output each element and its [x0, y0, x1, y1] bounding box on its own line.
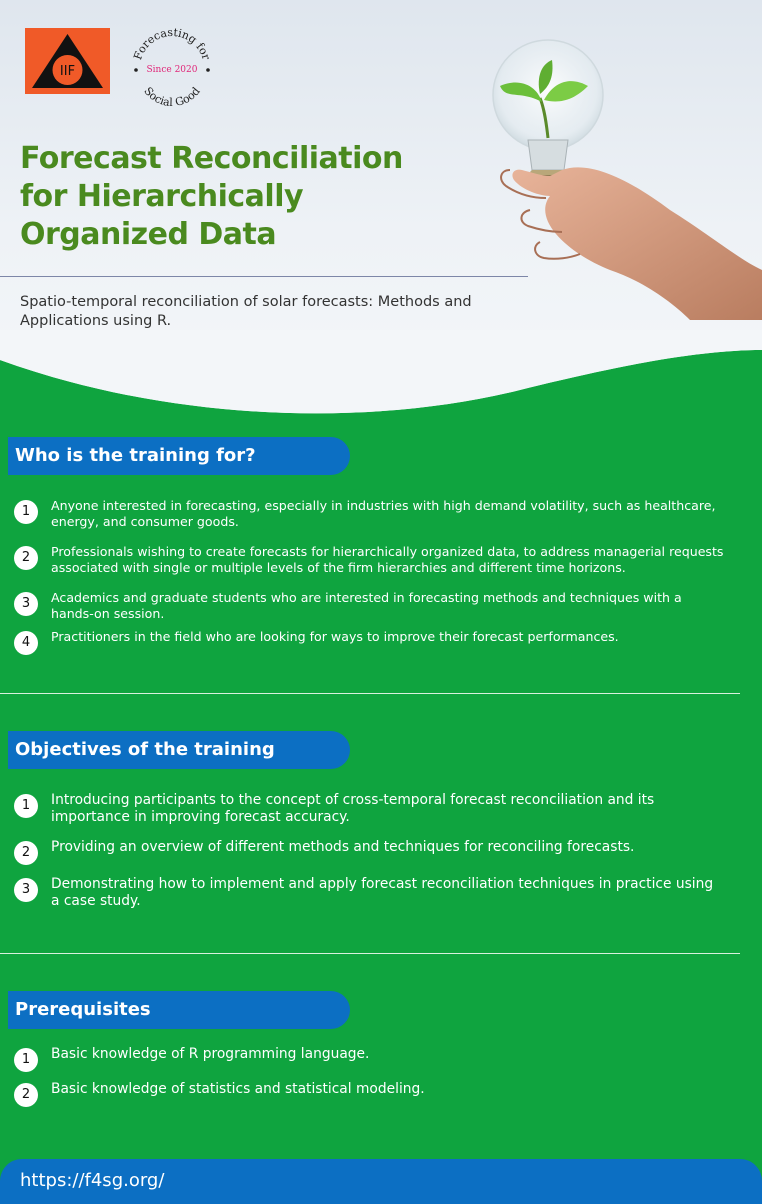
title-line-1: Forecast Reconciliation	[20, 141, 403, 176]
list-item	[14, 592, 724, 622]
list-item	[14, 878, 724, 909]
seal-since: Since 2020	[146, 65, 198, 75]
subtitle: Spatio-temporal reconciliation of solar forecasts: Methods and Applications using R.	[20, 294, 472, 329]
list-number: 1	[14, 500, 38, 524]
wave-divider	[0, 330, 762, 440]
list-number: 4	[14, 631, 38, 655]
hand-lightbulb-image	[470, 20, 762, 320]
list-item-text: Introducing participants to the concept of cross-temporal forecast reconciliation and its importance in improving forecast accuracy.	[51, 792, 655, 825]
list-item	[14, 1048, 724, 1072]
list-number: 2	[14, 1083, 38, 1107]
website-link[interactable]: https://f4sg.org/	[20, 1170, 165, 1191]
section-heading-objectives: Objectives of the training	[8, 731, 350, 769]
svg-text:Social Good: Social Good	[141, 84, 203, 110]
list-number: 2	[14, 841, 38, 865]
list-item-text: Professionals wishing to create forecasts for hierarchically organized data, to address managerial requests associated with single or multiple levels of the firm hierarchies and different time horizons.	[51, 544, 724, 575]
list-number: 3	[14, 878, 38, 902]
list-number: 2	[14, 546, 38, 570]
title-line-2: for Hierarchically	[20, 179, 304, 214]
list-item-text: Academics and graduate students who are interested in forecasting methods and techniques with a hands-on session.	[51, 590, 682, 621]
list-item-text: Demonstrating how to implement and apply forecast reconciliation techniques in practice using a case study.	[51, 876, 714, 909]
section-divider	[0, 953, 740, 954]
list-number: 3	[14, 592, 38, 616]
list-item	[14, 631, 724, 655]
footer-bar	[0, 1159, 762, 1204]
list-item-text: Practitioners in the field who are looking for ways to improve their forecast performances.	[51, 629, 619, 644]
svg-text:IIF: IIF	[59, 64, 76, 79]
list-number: 1	[14, 1048, 38, 1072]
list-item	[14, 1083, 724, 1107]
section-heading-audience: Who is the training for?	[8, 437, 350, 475]
svg-text:Forecasting for: Forecasting for	[131, 25, 213, 62]
title-line-3: Organized Data	[20, 217, 277, 252]
page-title	[20, 140, 460, 254]
section-heading-prerequisites: Prerequisites	[8, 991, 350, 1029]
list-item-text: Basic knowledge of statistics and statistical modeling.	[51, 1081, 425, 1097]
section-divider	[0, 693, 740, 694]
list-item-text: Basic knowledge of R programming language.	[51, 1046, 370, 1062]
list-number: 1	[14, 794, 38, 818]
forecasting-for-social-good-logo	[126, 22, 218, 114]
list-item-text: Anyone interested in forecasting, especially in industries with high demand volatility, such as healthcare, energy, and consumer goods.	[51, 498, 716, 529]
list-item-text: Providing an overview of different methods and techniques for reconciling forecasts.	[51, 839, 635, 855]
title-divider	[0, 276, 528, 277]
list-item	[14, 500, 724, 530]
iif-logo	[25, 28, 110, 94]
list-item	[14, 794, 724, 825]
list-item	[14, 546, 724, 576]
list-item	[14, 841, 724, 865]
